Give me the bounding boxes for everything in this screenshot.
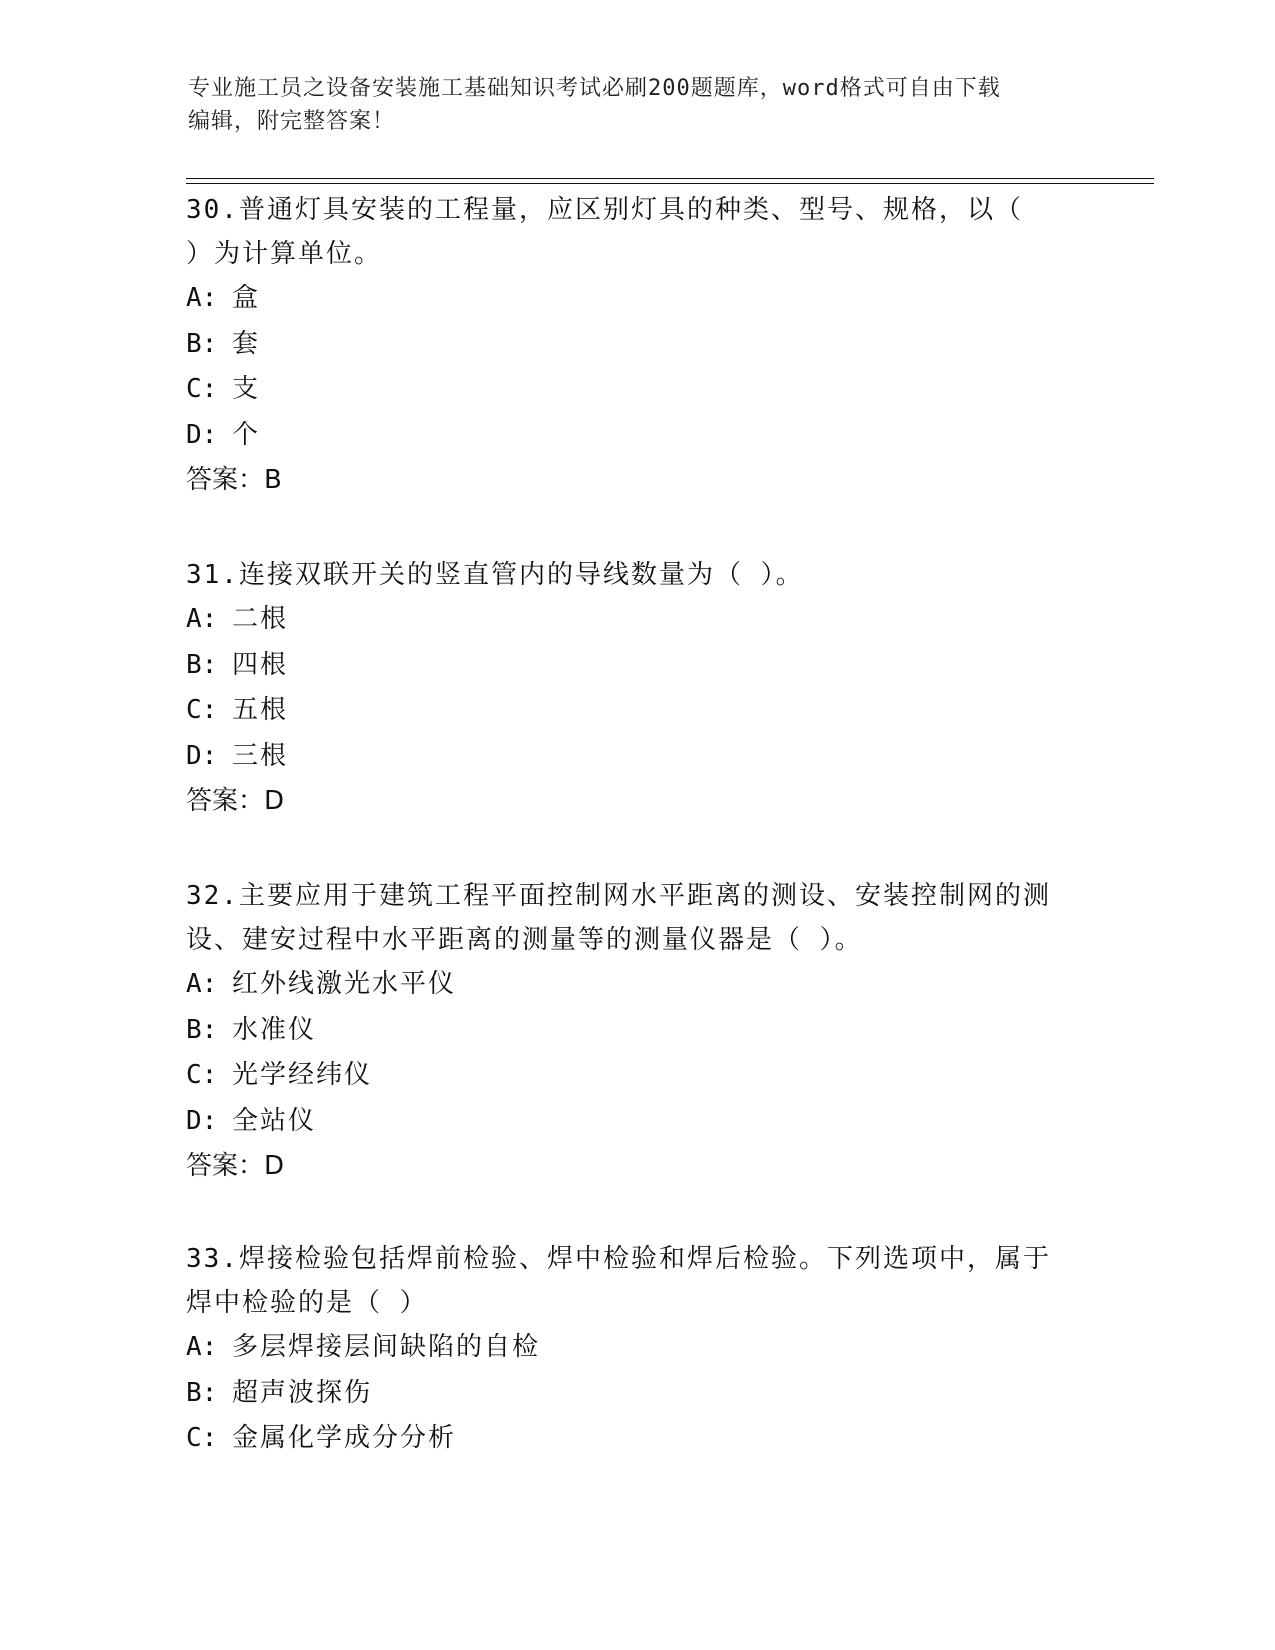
question-stem-line: 设、建安过程中水平距离的测量等的测量仪器是（ ）。 xyxy=(186,925,863,955)
option-label: D: xyxy=(186,740,218,771)
option-b xyxy=(186,322,1086,368)
question-32 xyxy=(186,874,1086,1190)
option-label: B: xyxy=(186,1014,218,1045)
option-text: 金属化学成分分析 xyxy=(232,1423,457,1453)
option-text: 二根 xyxy=(232,604,289,634)
answer-line: 答案：D xyxy=(186,786,285,816)
option-text: 套 xyxy=(232,328,261,359)
option-b xyxy=(186,1371,1086,1417)
option-a xyxy=(186,276,1086,322)
option-d xyxy=(186,1099,1086,1145)
option-d xyxy=(186,413,1086,459)
option-a xyxy=(186,1325,1086,1371)
option-label: A: xyxy=(186,604,218,634)
question-stem-line: 33.焊接检验包括焊前检验、焊中检验和焊后检验。下列选项中，属于 xyxy=(186,1244,1051,1274)
header-divider-bottom xyxy=(186,183,1154,184)
option-label: C: xyxy=(186,1423,218,1453)
option-label: C: xyxy=(186,1060,218,1090)
option-d xyxy=(186,734,1086,780)
option-label: C: xyxy=(186,374,218,404)
question-stem-line: ）为计算单位。 xyxy=(186,239,383,269)
answer-line: 答案：D xyxy=(186,1151,285,1181)
option-text: 水准仪 xyxy=(232,1014,317,1045)
option-label: D: xyxy=(186,1105,218,1136)
question-33 xyxy=(186,1237,1086,1462)
option-text: 红外线激光水平仪 xyxy=(232,969,457,999)
option-text: 超声波探伤 xyxy=(232,1377,373,1408)
header-line-1: 专业施工员之设备安装施工基础知识考试必刷200题题库，word格式可自由下载 xyxy=(188,76,1001,101)
option-a xyxy=(186,597,1086,643)
question-stem-line: 32.主要应用于建筑工程平面控制网水平距离的测设、安装控制网的测 xyxy=(186,881,1051,911)
option-c xyxy=(186,688,1086,734)
option-c xyxy=(186,1416,1086,1462)
document-header xyxy=(188,72,1088,138)
option-text: 多层焊接层间缺陷的自检 xyxy=(232,1332,541,1362)
option-label: D: xyxy=(186,419,218,450)
option-text: 个 xyxy=(232,419,261,450)
option-text: 五根 xyxy=(232,695,289,725)
option-text: 盒 xyxy=(232,283,261,313)
option-label: B: xyxy=(186,649,218,680)
option-text: 支 xyxy=(232,374,261,404)
option-text: 四根 xyxy=(232,649,289,680)
option-b xyxy=(186,1008,1086,1054)
option-text: 三根 xyxy=(232,740,289,771)
header-divider-top xyxy=(186,178,1154,179)
option-label: B: xyxy=(186,328,218,359)
option-b xyxy=(186,643,1086,689)
option-label: A: xyxy=(186,1332,218,1362)
option-text: 全站仪 xyxy=(232,1105,317,1136)
answer-line: 答案：B xyxy=(186,465,282,495)
question-31 xyxy=(186,553,1086,825)
option-label: B: xyxy=(186,1377,218,1408)
question-stem-line: 30.普通灯具安装的工程量，应区别灯具的种类、型号、规格，以（ xyxy=(186,195,1023,225)
option-a xyxy=(186,962,1086,1008)
option-label: A: xyxy=(186,969,218,999)
option-text: 光学经纬仪 xyxy=(232,1060,373,1090)
option-label: A: xyxy=(186,283,218,313)
question-stem-line: 焊中检验的是（ ） xyxy=(186,1288,428,1318)
option-c xyxy=(186,1053,1086,1099)
question-stem-line: 31.连接双联开关的竖直管内的导线数量为（ ）。 xyxy=(186,560,804,590)
question-30 xyxy=(186,188,1086,504)
header-line-2: 编辑，附完整答案！ xyxy=(188,109,396,134)
option-label: C: xyxy=(186,695,218,725)
option-c xyxy=(186,367,1086,413)
